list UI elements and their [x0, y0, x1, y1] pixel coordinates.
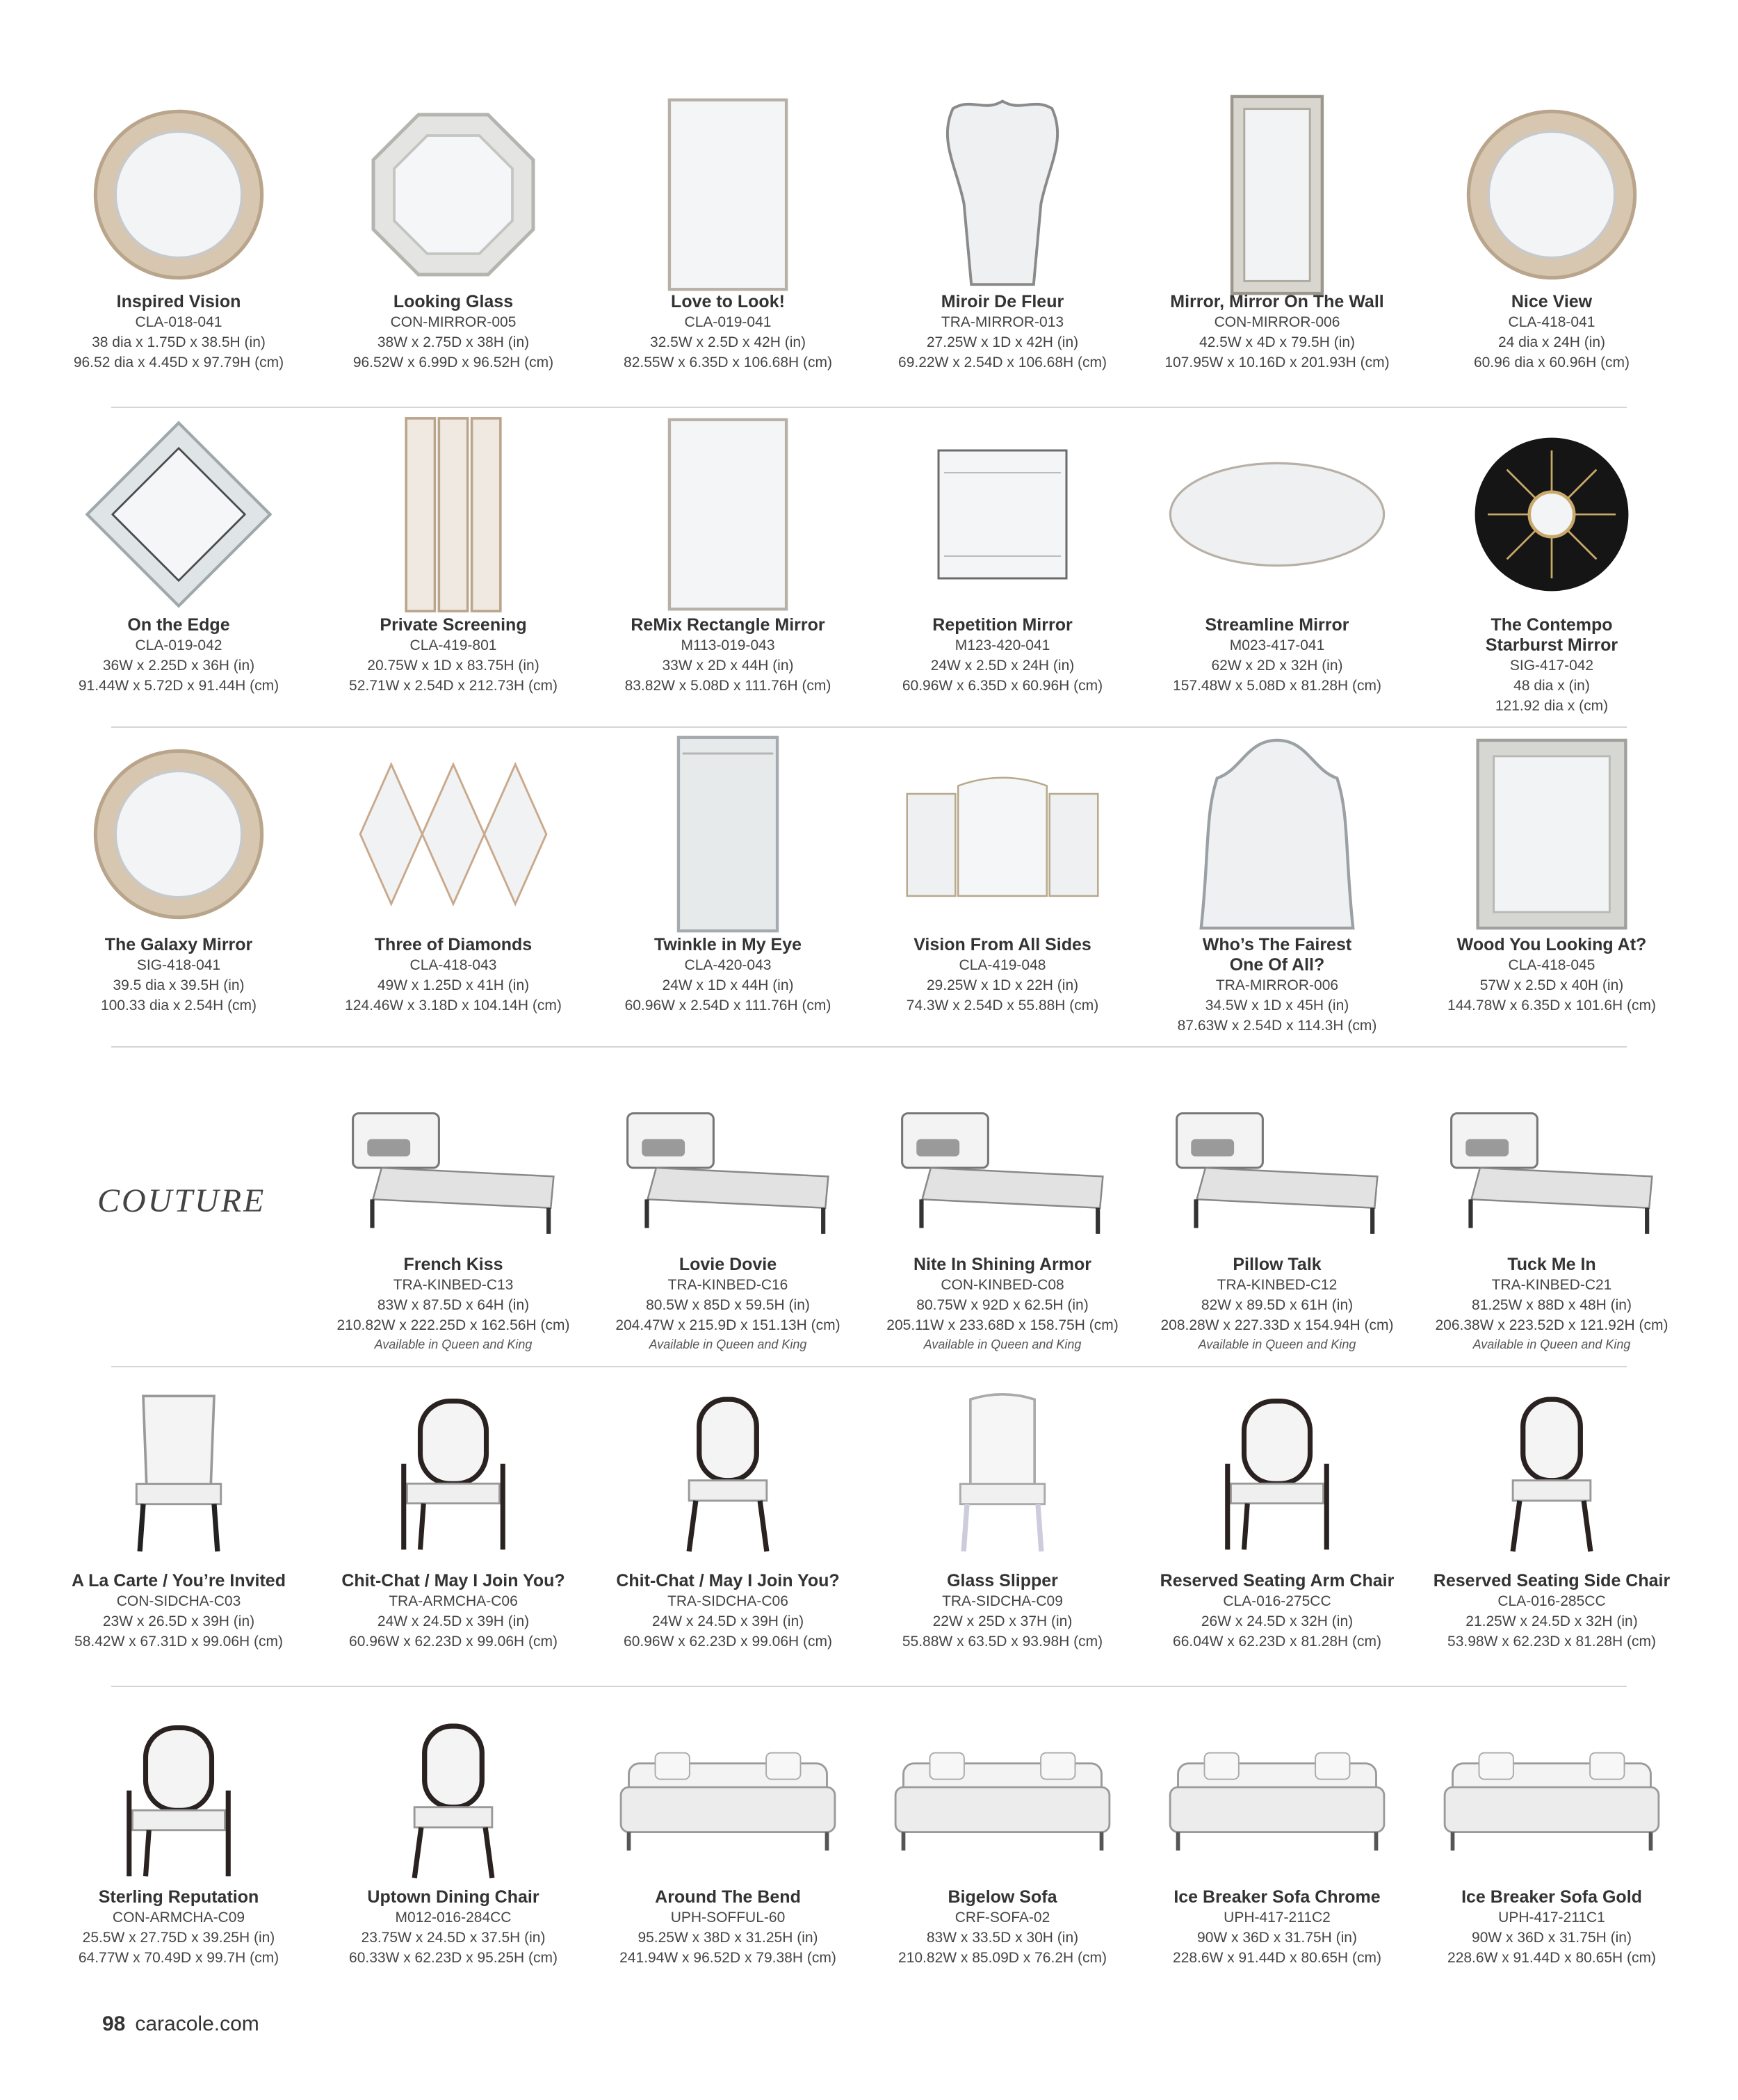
bed-icon[interactable] [591, 1064, 865, 1272]
arm-chair-icon[interactable] [1140, 1380, 1414, 1568]
sofa-icon[interactable] [1140, 1696, 1414, 1905]
dimensions-cm: 60.96 dia x 60.96H (cm) [1473, 355, 1630, 371]
product-name: A La Carte / You’re Invited [72, 1571, 286, 1590]
diamond-mirror-icon[interactable] [42, 410, 316, 619]
product-sku: CLA-018-041 [135, 314, 222, 330]
product-caption [866, 935, 1139, 1016]
dimensions-cm: 52.71W x 2.54D x 212.73H (cm) [349, 678, 558, 694]
product-name: On the Edge [127, 615, 230, 635]
dimensions-in: 48 dia x (in) [1513, 678, 1590, 694]
dimensions-cm: 96.52 dia x 4.45D x 97.79H (cm) [73, 355, 284, 371]
product-sku: M012-016-284CC [395, 1910, 512, 1926]
product-sku: TRA-SIDCHA-C09 [942, 1593, 1063, 1609]
dimensions-cm: 206.38W x 223.52D x 121.92H (cm) [1435, 1317, 1668, 1333]
dimensions-cm: 107.95W x 10.16D x 201.93H (cm) [1164, 355, 1390, 371]
product-caption [1140, 615, 1414, 696]
dimensions-cm: 91.44W x 5.72D x 91.44H (cm) [78, 678, 279, 694]
product-caption [316, 935, 590, 1016]
page-number: 98 [102, 2012, 126, 2035]
dimensions-cm: 100.33 dia x 2.54H (cm) [100, 998, 257, 1014]
dimensions-cm: 60.96W x 6.35D x 60.96H (cm) [902, 678, 1103, 694]
product-name: Looking Glass [393, 292, 514, 311]
bed-icon[interactable] [866, 1064, 1139, 1272]
dimensions-cm: 69.22W x 2.54D x 106.68H (cm) [898, 355, 1107, 371]
dimensions-in: 57W x 2.5D x 40H (in) [1479, 977, 1624, 993]
product-caption [1415, 935, 1689, 1016]
dimensions-in: 20.75W x 1D x 83.75H (in) [367, 658, 539, 674]
dimensions-in: 23W x 26.5D x 39H (in) [102, 1613, 255, 1629]
product-name: Glass Slipper [947, 1571, 1058, 1590]
product-caption [591, 292, 865, 373]
dimensions-in: 24 dia x 24H (in) [1497, 334, 1606, 350]
dimensions-cm: 208.28W x 227.33D x 154.94H (cm) [1160, 1317, 1394, 1333]
dimensions-cm: 55.88W x 63.5D x 93.98H (cm) [902, 1634, 1103, 1650]
octagon-mirror-icon[interactable] [316, 90, 590, 299]
page-footer [102, 2012, 259, 2036]
rectangle-mirror-icon[interactable] [591, 410, 865, 619]
dimensions-in: 32.5W x 2.5D x 42H (in) [649, 334, 806, 350]
product-caption [1140, 935, 1414, 1036]
product-sku: M123-420-041 [955, 637, 1050, 653]
product-caption [866, 1571, 1139, 1652]
product-name: Nite In Shining Armor [913, 1255, 1092, 1274]
row-divider [111, 1366, 1627, 1367]
dimensions-in: 29.25W x 1D x 22H (in) [926, 977, 1079, 993]
dimensions-in: 62W x 2D x 32H (in) [1211, 658, 1343, 674]
product-name: Private Screening [380, 615, 527, 635]
round-mirror-icon[interactable] [42, 730, 316, 938]
sofa-icon[interactable] [866, 1696, 1139, 1905]
dimensions-cm: 60.33W x 62.23D x 95.25H (cm) [349, 1950, 558, 1966]
product-caption [1140, 1255, 1414, 1353]
bed-icon[interactable] [1415, 1064, 1689, 1272]
product-sku: SIG-417-042 [1509, 658, 1594, 674]
dimensions-cm: 82.55W x 6.35D x 106.68H (cm) [624, 355, 832, 371]
product-name: Love to Look! [671, 292, 785, 311]
product-caption [591, 1571, 865, 1652]
product-caption [316, 1571, 590, 1652]
product-sku: CRF-SOFA-02 [955, 1910, 1050, 1926]
dimensions-in: 42.5W x 4D x 79.5H (in) [1199, 334, 1356, 350]
dimensions-in: 24W x 1D x 44H (in) [662, 977, 794, 993]
product-sku: UPH-417-211C1 [1498, 1910, 1605, 1926]
product-name: Who’s The Fairest [1202, 935, 1352, 954]
dimensions-cm: 58.42W x 67.31D x 99.06H (cm) [74, 1634, 283, 1650]
dimensions-in: 95.25W x 38D x 31.25H (in) [637, 1930, 818, 1946]
dimensions-in: 83W x 87.5D x 64H (in) [377, 1297, 530, 1313]
dimensions-in: 80.5W x 85D x 59.5H (in) [646, 1297, 810, 1313]
dimensions-in: 23.75W x 24.5D x 37.5H (in) [361, 1930, 546, 1946]
dimensions-cm: 74.3W x 2.54D x 55.88H (cm) [906, 998, 1099, 1014]
dimensions-cm: 124.46W x 3.18D x 104.14H (cm) [345, 998, 562, 1014]
arm-chair-icon[interactable] [316, 1380, 590, 1568]
product-name: Starburst Mirror [1485, 635, 1618, 655]
row-divider [111, 726, 1627, 728]
product-name: Tuck Me In [1507, 1255, 1596, 1274]
product-sku: CLA-418-043 [409, 957, 497, 973]
row-divider [111, 1046, 1627, 1048]
dimensions-in: 26W x 24.5D x 32H (in) [1201, 1613, 1354, 1629]
bed-icon[interactable] [1140, 1064, 1414, 1272]
product-caption [1140, 292, 1414, 373]
product-caption [591, 1887, 865, 1968]
dimensions-in: 81.25W x 88D x 48H (in) [1472, 1297, 1632, 1313]
product-sku: UPH-417-211C2 [1224, 1910, 1331, 1926]
dimensions-in: 83W x 33.5D x 30H (in) [926, 1930, 1079, 1946]
product-name: Three of Diamonds [374, 935, 533, 954]
product-name: Reserved Seating Arm Chair [1160, 1571, 1395, 1590]
product-name: Sterling Reputation [98, 1887, 259, 1907]
site-url[interactable]: caracole.com [135, 2012, 259, 2035]
dimensions-cm: 241.94W x 96.52D x 79.38H (cm) [619, 1950, 836, 1966]
dimensions-cm: 53.98W x 62.23D x 81.28H (cm) [1447, 1634, 1656, 1650]
product-sku: CLA-016-285CC [1497, 1593, 1606, 1609]
product-caption [42, 935, 316, 1016]
arm-chair-icon[interactable] [42, 1696, 316, 1905]
product-caption [316, 615, 590, 696]
product-sku: CLA-016-275CC [1223, 1593, 1331, 1609]
product-caption [1415, 615, 1689, 716]
product-sku: CLA-420-043 [684, 957, 772, 973]
dimensions-cm: 205.11W x 233.68D x 158.75H (cm) [886, 1317, 1119, 1333]
product-caption [591, 1255, 865, 1353]
dimensions-cm: 64.77W x 70.49D x 99.7H (cm) [78, 1950, 279, 1966]
dimensions-cm: 204.47W x 215.9D x 151.13H (cm) [615, 1317, 840, 1333]
framed-mirror-icon[interactable] [1415, 730, 1689, 938]
dimensions-in: 22W x 25D x 37H (in) [932, 1613, 1073, 1629]
round-mirror-icon[interactable] [1415, 90, 1689, 299]
dimensions-in: 90W x 36D x 31.75H (in) [1197, 1930, 1357, 1946]
product-sku: CON-SIDCHA-C03 [116, 1593, 241, 1609]
product-caption [42, 292, 316, 373]
dimensions-cm: 144.78W x 6.35D x 101.6H (cm) [1447, 998, 1656, 1014]
product-name: French Kiss [403, 1255, 503, 1274]
dimensions-in: 24W x 24.5D x 39H (in) [377, 1613, 530, 1629]
product-name: Vision From All Sides [913, 935, 1091, 954]
dimensions-in: 25.5W x 27.75D x 39.25H (in) [82, 1930, 275, 1946]
availability-note: Available in Queen and King [923, 1337, 1082, 1351]
dimensions-in: 33W x 2D x 44H (in) [662, 658, 794, 674]
product-caption [42, 1571, 316, 1652]
dimensions-cm: 228.6W x 91.44D x 80.65H (cm) [1173, 1950, 1381, 1966]
square-mirror-icon[interactable] [866, 410, 1139, 619]
product-caption [591, 935, 865, 1016]
dimensions-in: 49W x 1.25D x 41H (in) [377, 977, 530, 993]
product-caption [42, 1887, 316, 1968]
dimensions-in: 39.5 dia x 39.5H (in) [113, 977, 245, 993]
product-sku: CLA-419-801 [409, 637, 497, 653]
product-name: Twinkle in My Eye [653, 935, 802, 954]
arched-mirror-icon[interactable] [1140, 730, 1414, 938]
product-name: Chit-Chat / May I Join You? [341, 1571, 565, 1590]
dimensions-cm: 83.82W x 5.08D x 111.76H (cm) [624, 678, 831, 694]
product-name: Miroir De Fleur [941, 292, 1064, 311]
product-name: The Contempo [1491, 615, 1613, 635]
dimensions-cm: 210.82W x 222.25D x 162.56H (cm) [336, 1317, 570, 1333]
product-name: ReMix Rectangle Mirror [631, 615, 825, 635]
product-caption [866, 1255, 1139, 1353]
product-sku: CLA-418-045 [1508, 957, 1595, 973]
tulip-mirror-icon[interactable] [866, 90, 1139, 299]
row-divider [111, 1686, 1627, 1687]
product-sku: TRA-KINBED-C21 [1491, 1277, 1612, 1293]
product-sku: M023-417-041 [1229, 637, 1325, 653]
product-sku: UPH-SOFFUL-60 [670, 1910, 786, 1926]
product-caption [1415, 1255, 1689, 1353]
product-sku: TRA-ARMCHA-C06 [389, 1593, 518, 1609]
dimensions-in: 36W x 2.25D x 36H (in) [102, 658, 255, 674]
product-sku: TRA-MIRROR-013 [941, 314, 1064, 330]
dimensions-in: 80.75W x 92D x 62.5H (in) [916, 1297, 1089, 1313]
product-name: Bigelow Sofa [948, 1887, 1057, 1907]
product-name: Wood You Looking At? [1456, 935, 1647, 954]
product-sku: TRA-MIRROR-006 [1215, 977, 1339, 993]
product-caption [1140, 1887, 1414, 1968]
availability-note: Available in Queen and King [649, 1337, 807, 1351]
dimensions-cm: 210.82W x 85.09D x 76.2H (cm) [898, 1950, 1107, 1966]
product-name: Chit-Chat / May I Join You? [616, 1571, 840, 1590]
product-name: One Of All? [1229, 955, 1325, 975]
product-caption [316, 292, 590, 373]
starburst-mirror-icon[interactable] [1415, 410, 1689, 619]
product-sku: M113-019-043 [681, 637, 775, 653]
availability-note: Available in Queen and King [1472, 1337, 1631, 1351]
side-chair-icon[interactable] [1415, 1380, 1689, 1568]
dimensions-in: 38 dia x 1.75D x 38.5H (in) [92, 334, 266, 350]
dining-chair-icon[interactable] [42, 1380, 316, 1568]
product-sku: TRA-KINBED-C12 [1217, 1277, 1338, 1293]
product-name: Ice Breaker Sofa Chrome [1173, 1887, 1381, 1907]
dimensions-cm: 157.48W x 5.08D x 81.28H (cm) [1173, 678, 1381, 694]
product-sku: CON-ARMCHA-C09 [112, 1910, 245, 1926]
dimensions-cm: 60.96W x 2.54D x 111.76H (cm) [624, 998, 831, 1014]
side-chair-icon[interactable] [316, 1696, 590, 1905]
dimensions-cm: 87.63W x 2.54D x 114.3H (cm) [1177, 1018, 1377, 1034]
product-name: Ice Breaker Sofa Gold [1461, 1887, 1642, 1907]
rectangle-mirror-icon[interactable] [591, 90, 865, 299]
dimensions-in: 24W x 24.5D x 39H (in) [651, 1613, 804, 1629]
dimensions-cm: 96.52W x 6.99D x 96.52H (cm) [352, 355, 554, 371]
product-caption [316, 1255, 590, 1353]
product-name: Around The Bend [655, 1887, 801, 1907]
dimensions-cm: 60.96W x 62.23D x 99.06H (cm) [349, 1634, 558, 1650]
product-name: Lovie Dovie [679, 1255, 777, 1274]
product-sku: CON-MIRROR-005 [390, 314, 517, 330]
product-caption [591, 615, 865, 696]
product-caption [1140, 1571, 1414, 1652]
bed-icon[interactable] [316, 1064, 590, 1272]
product-sku: CLA-019-041 [684, 314, 772, 330]
floor-mirror-icon[interactable] [1140, 90, 1414, 299]
row-divider [111, 407, 1627, 408]
availability-note: Available in Queen and King [374, 1337, 533, 1351]
product-sku: TRA-KINBED-C16 [667, 1277, 788, 1293]
product-name: Nice View [1511, 292, 1593, 311]
product-sku: TRA-SIDCHA-C06 [667, 1593, 788, 1609]
product-caption [316, 1887, 590, 1968]
dimensions-in: 24W x 2.5D x 24H (in) [930, 658, 1075, 674]
side-chair-icon[interactable] [591, 1380, 865, 1568]
dimensions-cm: 66.04W x 62.23D x 81.28H (cm) [1173, 1634, 1381, 1650]
product-sku: TRA-KINBED-C13 [393, 1277, 514, 1293]
product-sku: CLA-019-042 [135, 637, 222, 653]
product-name: Reserved Seating Side Chair [1433, 1571, 1671, 1590]
dimensions-in: 90W x 36D x 31.75H (in) [1472, 1930, 1632, 1946]
product-sku: CON-MIRROR-006 [1214, 314, 1340, 330]
dimensions-in: 38W x 2.75D x 38H (in) [377, 334, 530, 350]
sofa-icon[interactable] [591, 1696, 865, 1905]
dimensions-in: 82W x 89.5D x 61H (in) [1201, 1297, 1354, 1313]
dimensions-cm: 121.92 dia x (cm) [1495, 698, 1609, 714]
product-name: Uptown Dining Chair [367, 1887, 539, 1907]
product-caption [1415, 1571, 1689, 1652]
round-mirror-icon[interactable] [42, 90, 316, 299]
tufted-chair-icon[interactable] [866, 1380, 1139, 1568]
product-name: Inspired Vision [116, 292, 241, 311]
trifold-mirror-icon[interactable] [866, 730, 1139, 938]
product-sku: CLA-419-048 [959, 957, 1046, 973]
product-name: Pillow Talk [1233, 1255, 1322, 1274]
screen-mirror-icon[interactable] [316, 410, 590, 619]
product-caption [866, 1887, 1139, 1968]
diamonds-mirror-icon[interactable] [316, 730, 590, 938]
product-sku: SIG-418-041 [136, 957, 221, 973]
availability-note: Available in Queen and King [1198, 1337, 1356, 1351]
product-name: Repetition Mirror [932, 615, 1073, 635]
dimensions-in: 21.25W x 24.5D x 32H (in) [1465, 1613, 1638, 1629]
product-caption [866, 292, 1139, 373]
product-caption [866, 615, 1139, 696]
dimensions-cm: 228.6W x 91.44D x 80.65H (cm) [1447, 1950, 1656, 1966]
sofa-icon[interactable] [1415, 1696, 1689, 1905]
product-sku: CON-KINBED-C08 [941, 1277, 1064, 1293]
product-sku: CLA-418-041 [1508, 314, 1595, 330]
product-caption [1415, 292, 1689, 373]
dimensions-in: 34.5W x 1D x 45H (in) [1205, 998, 1349, 1014]
product-caption [42, 615, 316, 696]
section-label: COUTURE [97, 1182, 266, 1219]
product-name: The Galaxy Mirror [104, 935, 253, 954]
oval-mirror-icon[interactable] [1140, 410, 1414, 619]
product-name: Streamline Mirror [1205, 615, 1349, 635]
dimensions-in: 27.25W x 1D x 42H (in) [926, 334, 1079, 350]
product-name: Mirror, Mirror On The Wall [1170, 292, 1384, 311]
tall-mirror-icon[interactable] [591, 730, 865, 938]
dimensions-cm: 60.96W x 62.23D x 99.06H (cm) [624, 1634, 832, 1650]
product-caption [1415, 1887, 1689, 1968]
